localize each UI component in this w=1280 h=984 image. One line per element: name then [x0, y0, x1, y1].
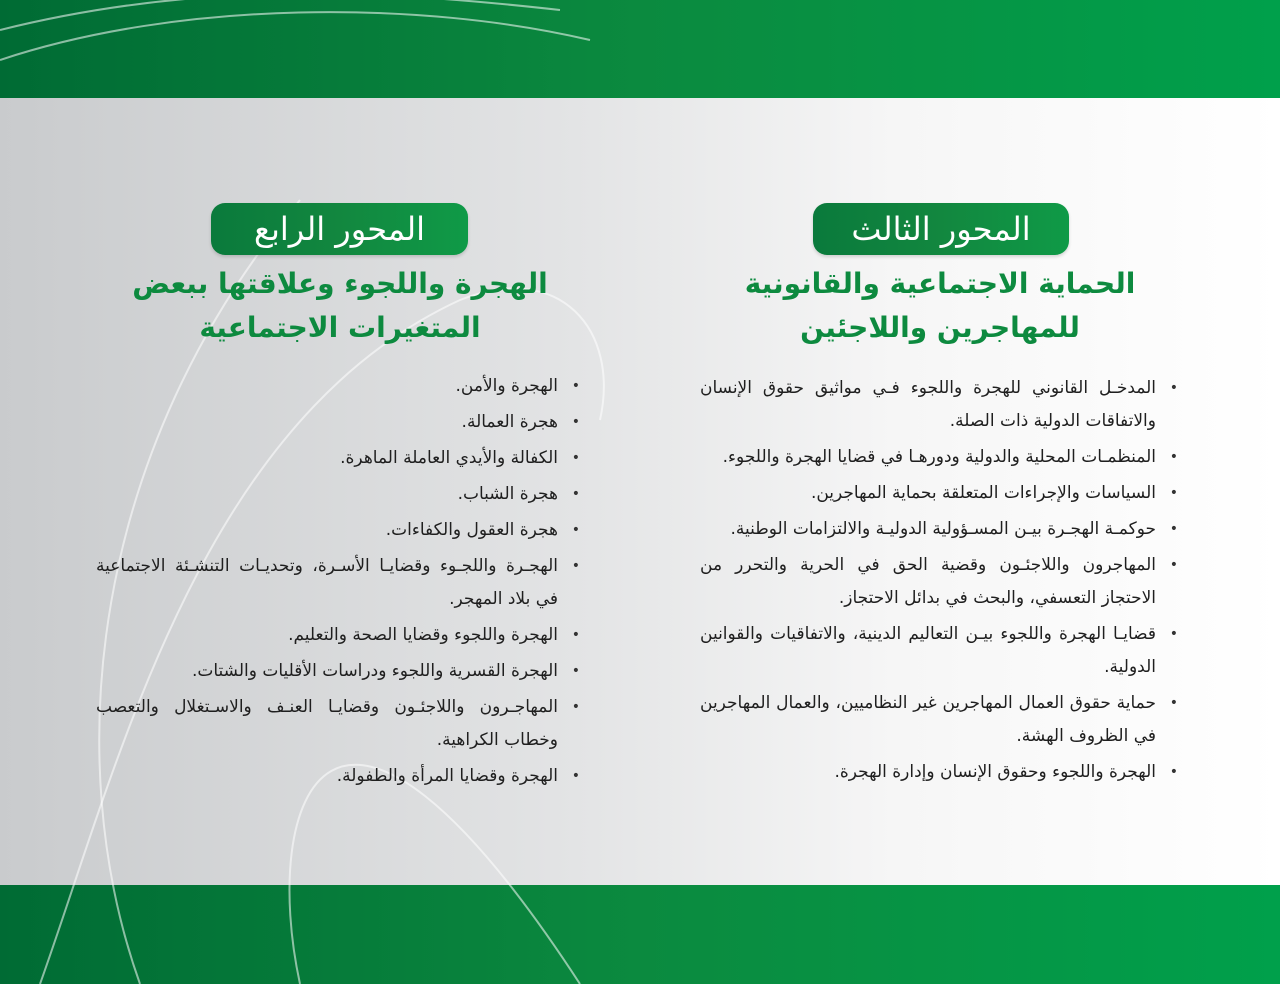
bullet-icon: •: [571, 414, 580, 430]
bullet-icon: •: [1169, 764, 1178, 780]
list-item: • الهجرة واللجوء وحقوق الإنسان وإدارة الهجرة.: [700, 756, 1184, 789]
bullet-icon: •: [1169, 380, 1178, 396]
list-item: • السياسات والإجراءات المتعلقة بحماية المهاجرين.: [700, 477, 1184, 510]
list-item: • قضايـا الهجرة واللجوء بيـن التعاليم الدينية، والاتفاقيات والقوانين الدولية.: [700, 618, 1184, 684]
list-item: • هجرة الشباب.: [96, 478, 586, 511]
bullet-icon: •: [571, 450, 580, 466]
bullet-icon: •: [571, 378, 580, 394]
top-green-band: [0, 0, 1280, 98]
bullet-icon: •: [571, 663, 580, 679]
list-item: • المنظمـات المحلية والدولية ودورهـا في قضايا الهجرة واللجوء.: [700, 441, 1184, 474]
bullet-icon: •: [1169, 521, 1178, 537]
section3-heading: [700, 262, 1180, 350]
bullet-icon: •: [571, 699, 580, 715]
section3-heading-line2: للمهاجرين واللاجئين: [800, 311, 1080, 344]
section4-heading: [110, 262, 570, 350]
list-item: • الهجرة واللجوء وقضايا الصحة والتعليم.: [96, 619, 586, 652]
list-item: • الهجـرة واللجـوء وقضايـا الأسـرة، وتحديـات التنشـئة الاجتماعية في بلاد المهجر.: [96, 550, 586, 616]
section4-list: [96, 370, 586, 796]
bullet-icon: •: [1169, 626, 1178, 642]
bullet-icon: •: [571, 522, 580, 538]
list-item: • الهجرة وقضايا المرأة والطفولة.: [96, 760, 586, 793]
list-item: • الهجرة والأمن.: [96, 370, 586, 403]
list-item: • هجرة العمالة.: [96, 406, 586, 439]
list-item: • المهاجـرون واللاجئـون وقضايـا العنـف والاسـتغلال والتعصب وخطاب الكراهية.: [96, 691, 586, 757]
bullet-icon: •: [1169, 485, 1178, 501]
section3-list: [700, 372, 1184, 792]
bullet-icon: •: [571, 558, 580, 574]
list-item: • المهاجرون واللاجئـون وقضية الحق في الحرية والتحرر من الاحتجاز التعسفي، والبحث في بدائل الاحتجاز.: [700, 549, 1184, 615]
bullet-icon: •: [1169, 557, 1178, 573]
section4-pill-title: المحور الرابع: [211, 203, 468, 255]
list-item: • الكفالة والأيدي العاملة الماهرة.: [96, 442, 586, 475]
list-item: • هجرة العقول والكفاءات.: [96, 514, 586, 547]
section3-heading-line1: الحماية الاجتماعية والقانونية: [744, 267, 1136, 300]
list-item: • الهجرة القسرية واللجوء ودراسات الأقليات والشتات.: [96, 655, 586, 688]
list-item: • حوكمـة الهجـرة بيـن المسـؤولية الدوليـة والالتزامات الوطنية.: [700, 513, 1184, 546]
bullet-icon: •: [571, 768, 580, 784]
bullet-icon: •: [1169, 695, 1178, 711]
section4-heading-line1: الهجرة واللجوء وعلاقتها ببعض: [132, 267, 548, 300]
list-item: • حماية حقوق العمال المهاجرين غير النظاميين، والعمال المهاجرين في الظروف الهشة.: [700, 687, 1184, 753]
bottom-green-band: [0, 885, 1280, 984]
bullet-icon: •: [1169, 449, 1178, 465]
list-item: • المدخـل القانوني للهجرة واللجوء فـي مواثيق حقوق الإنسان والاتفاقات الدولية ذات الصلة.: [700, 372, 1184, 438]
section3-pill-title: المحور الثالث: [813, 203, 1069, 255]
bullet-icon: •: [571, 486, 580, 502]
section4-heading-line2: المتغيرات الاجتماعية: [199, 311, 481, 344]
bullet-icon: •: [571, 627, 580, 643]
